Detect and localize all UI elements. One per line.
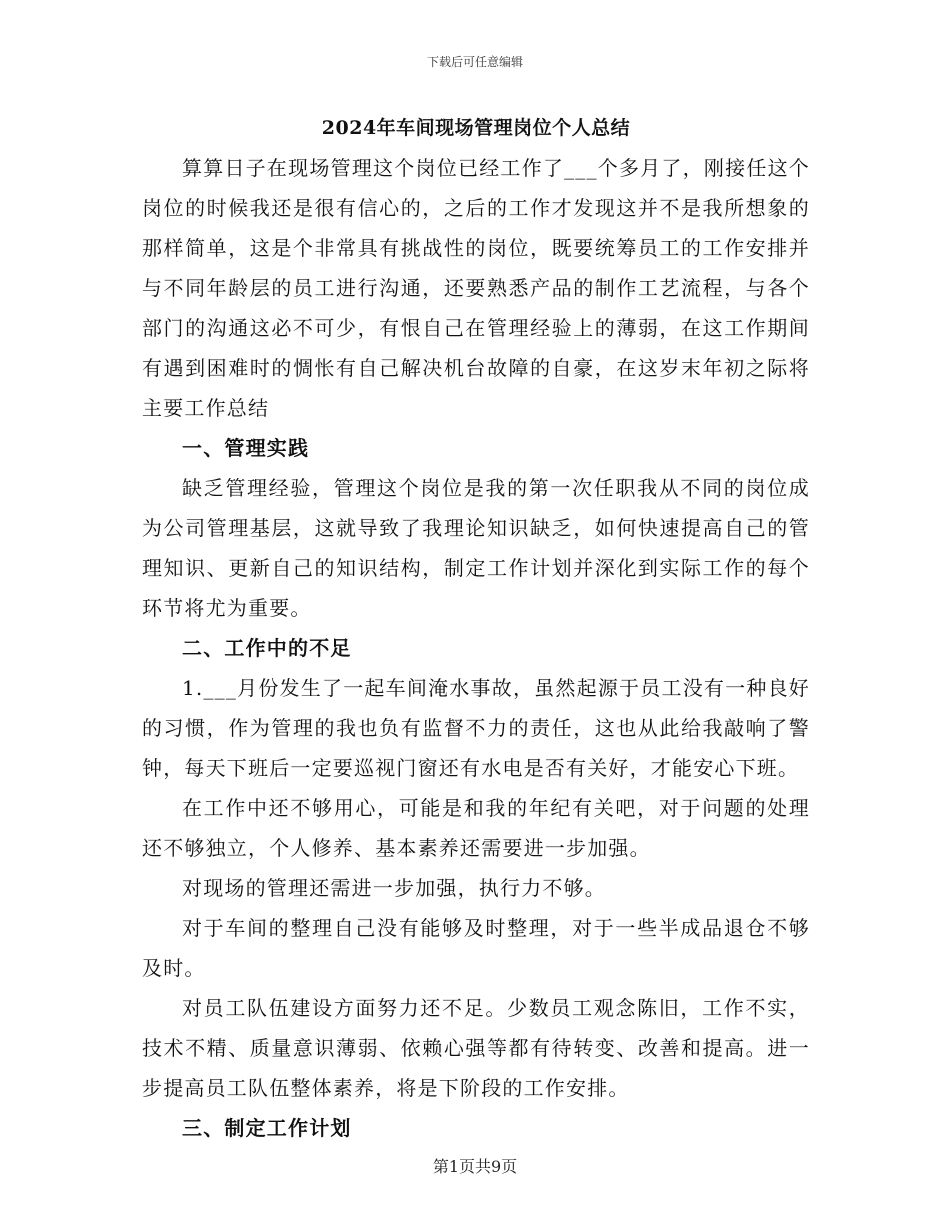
paragraph-shortcoming-1: 1.___月份发生了一起车间淹水事故，虽然起源于员工没有一种良好的习惯，作为管理的我也负有监督不力的责任，这也从此给我敲响了警钟，每天下班后一定要巡视门窗还有水电是否有关好，才能安心下班。 [142, 676, 810, 780]
paragraph-shortcoming-4: 对于车间的整理自己没有能够及时整理，对于一些半成品退仓不够及时。 [142, 916, 810, 980]
paragraph-management-practice: 缺乏管理经验，管理这个岗位是我的第一次任职我从不同的岗位成为公司管理基层，这就导致了我理论知识缺乏，如何快速提高自己的管理知识、更新自己的知识结构，制定工作计划并深化到实际工作的每个环节将尤为重要。 [142, 476, 810, 620]
section-heading-work-plan: 三、制定工作计划 [182, 1116, 352, 1140]
intro-paragraph: 算算日子在现场管理这个岗位已经工作了___个多月了，刚接任这个岗位的时候我还是很有信心的，之后的工作才发现这并不是我所想象的那样简单，这是个非常具有挑战性的岗位，既要统筹员工的工作安排并与不同年龄层的员工进行沟通，还要熟悉产品的制作工艺流程，与各个部门的沟通这必不可少，有恨自己在管理经验上的薄弱，在这工作期间有遇到困难时的惆怅有自己解决机台故障的自豪，在这岁末年初之际将主要工作总结 [142, 156, 810, 420]
page-indicator: 第1页共9页 [432, 1157, 518, 1176]
document-title: 2024年车间现场管理岗位个人总结 [321, 117, 631, 139]
section-heading-shortcomings: 二、工作中的不足 [182, 636, 352, 660]
header-note: 下载后可任意编辑 [426, 55, 523, 69]
section-heading-management-practice: 一、管理实践 [182, 436, 310, 460]
paragraph-shortcoming-2: 在工作中还不够用心，可能是和我的年纪有关吧，对于问题的处理还不够独立，个人修养、基本素养还需要进一步加强。 [142, 796, 810, 860]
paragraph-shortcoming-5: 对员工队伍建设方面努力还不足。少数员工观念陈旧，工作不实，技术不精、质量意识薄弱、依赖心强等都有待转变、改善和提高。进一步提高员工队伍整体素养，将是下阶段的工作安排。 [142, 996, 810, 1100]
paragraph-shortcoming-3: 对现场的管理还需进一步加强，执行力不够。 [182, 876, 606, 900]
document-body [142, 108, 810, 1148]
